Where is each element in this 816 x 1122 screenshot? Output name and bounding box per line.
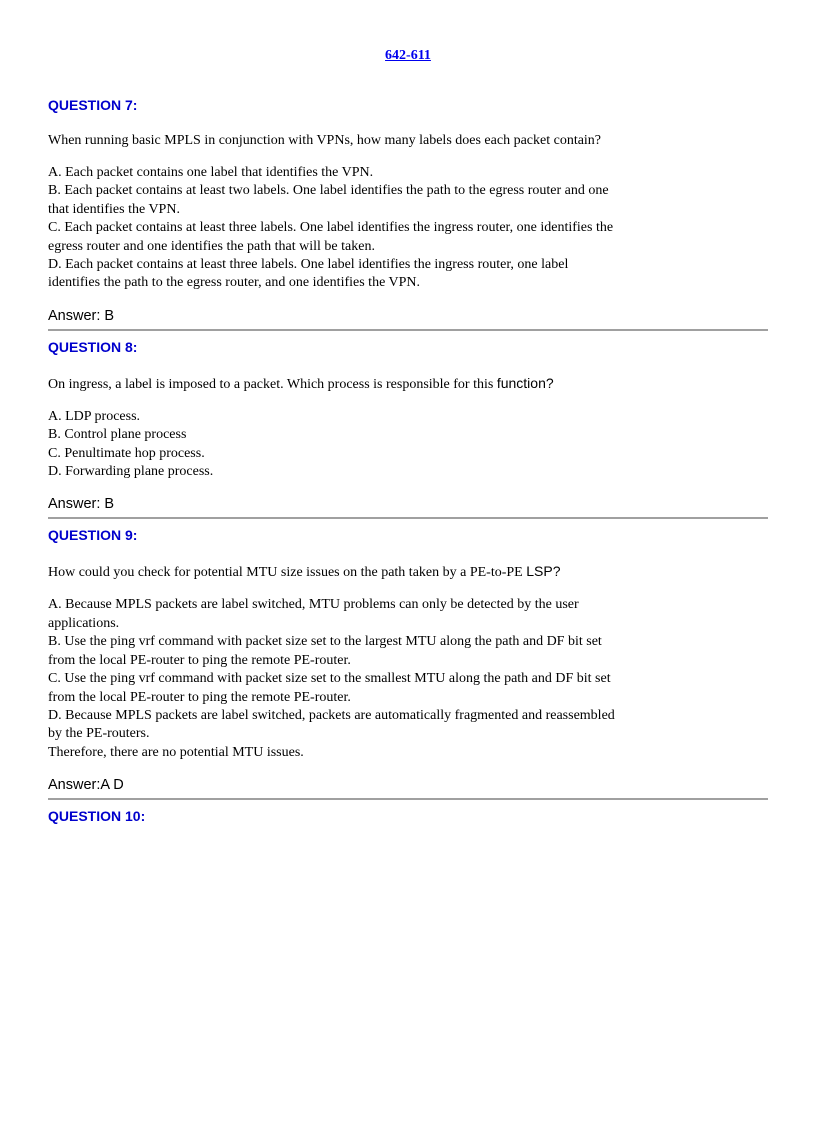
option-c: C. Each packet contains at least three labels. One label identifies the ingress router, one identifies the egress router and one identifies the path that will be taken.: [48, 220, 614, 254]
option-c: C. Use the ping vrf command with packet size set to the smallest MTU along the path and DF bit set from the local PE-router to ping the remote PE-router.: [48, 671, 611, 705]
option-d-continuation: Therefore, there are no potential MTU issues.: [48, 744, 304, 760]
question-text-main: How could you check for potential MTU size issues on the path taken by a PE-to-PE: [48, 565, 523, 581]
option-a: A. Each packet contains one label that identifies the VPN.: [48, 165, 374, 180]
question-heading: QUESTION 8:: [48, 338, 138, 355]
question-text: When running basic MPLS in conjunction with VPNs, how many labels does each packet contain?: [48, 133, 602, 148]
answer-text: Answer: B: [48, 496, 115, 513]
question-text: [48, 374, 588, 394]
question-text-main: On ingress, a label is imposed to a packet. Which process is responsible for this: [48, 376, 494, 392]
exam-code-link[interactable]: 642-611: [385, 48, 431, 63]
question-8: [48, 338, 768, 514]
answer-options: [48, 164, 620, 293]
section-divider: [48, 517, 768, 519]
option-a: A. LDP process.: [48, 408, 141, 424]
answer-options: [48, 408, 620, 482]
option-a: A. Because MPLS packets are label switched, MTU problems can only be detected by the user applications.: [48, 597, 579, 631]
option-b: B. Each packet contains at least two labels. One label identifies the path to the egress router and one that identifies the VPN.: [48, 183, 609, 217]
question-heading: QUESTION 9:: [48, 527, 138, 544]
option-d: D. Each packet contains at least three labels. One label identifies the ingress router, one label identifies the path to the egress router, and one identifies the VPN.: [48, 257, 569, 291]
answer-options: [48, 596, 620, 762]
section-divider: [48, 798, 768, 800]
question-text-tail: function?: [496, 374, 554, 391]
question-heading: QUESTION 7:: [48, 97, 138, 113]
question-9: [48, 526, 768, 794]
question-list: [48, 96, 768, 825]
option-c: C. Penultimate hop process.: [48, 445, 205, 461]
question-10: [48, 807, 768, 825]
section-divider: [48, 329, 768, 331]
option-d: D. Because MPLS packets are label switched, packets are automatically fragmented and reassembled by the PE-routers.: [48, 707, 615, 742]
question-7: [48, 96, 768, 325]
question-heading: QUESTION 10:: [48, 808, 146, 825]
option-d: D. Forwarding plane process.: [48, 464, 214, 480]
question-text-tail: LSP?: [526, 563, 561, 580]
option-b: B. Use the ping vrf command with packet size set to the largest MTU along the path and DF bit set from the local PE-router to ping the remote PE-router.: [48, 634, 602, 668]
question-text: [48, 562, 608, 582]
option-b: B. Control plane process: [48, 427, 187, 443]
page-header: [0, 46, 816, 64]
answer-text: Answer:A D: [48, 777, 124, 794]
answer-text: Answer: B: [48, 307, 115, 324]
